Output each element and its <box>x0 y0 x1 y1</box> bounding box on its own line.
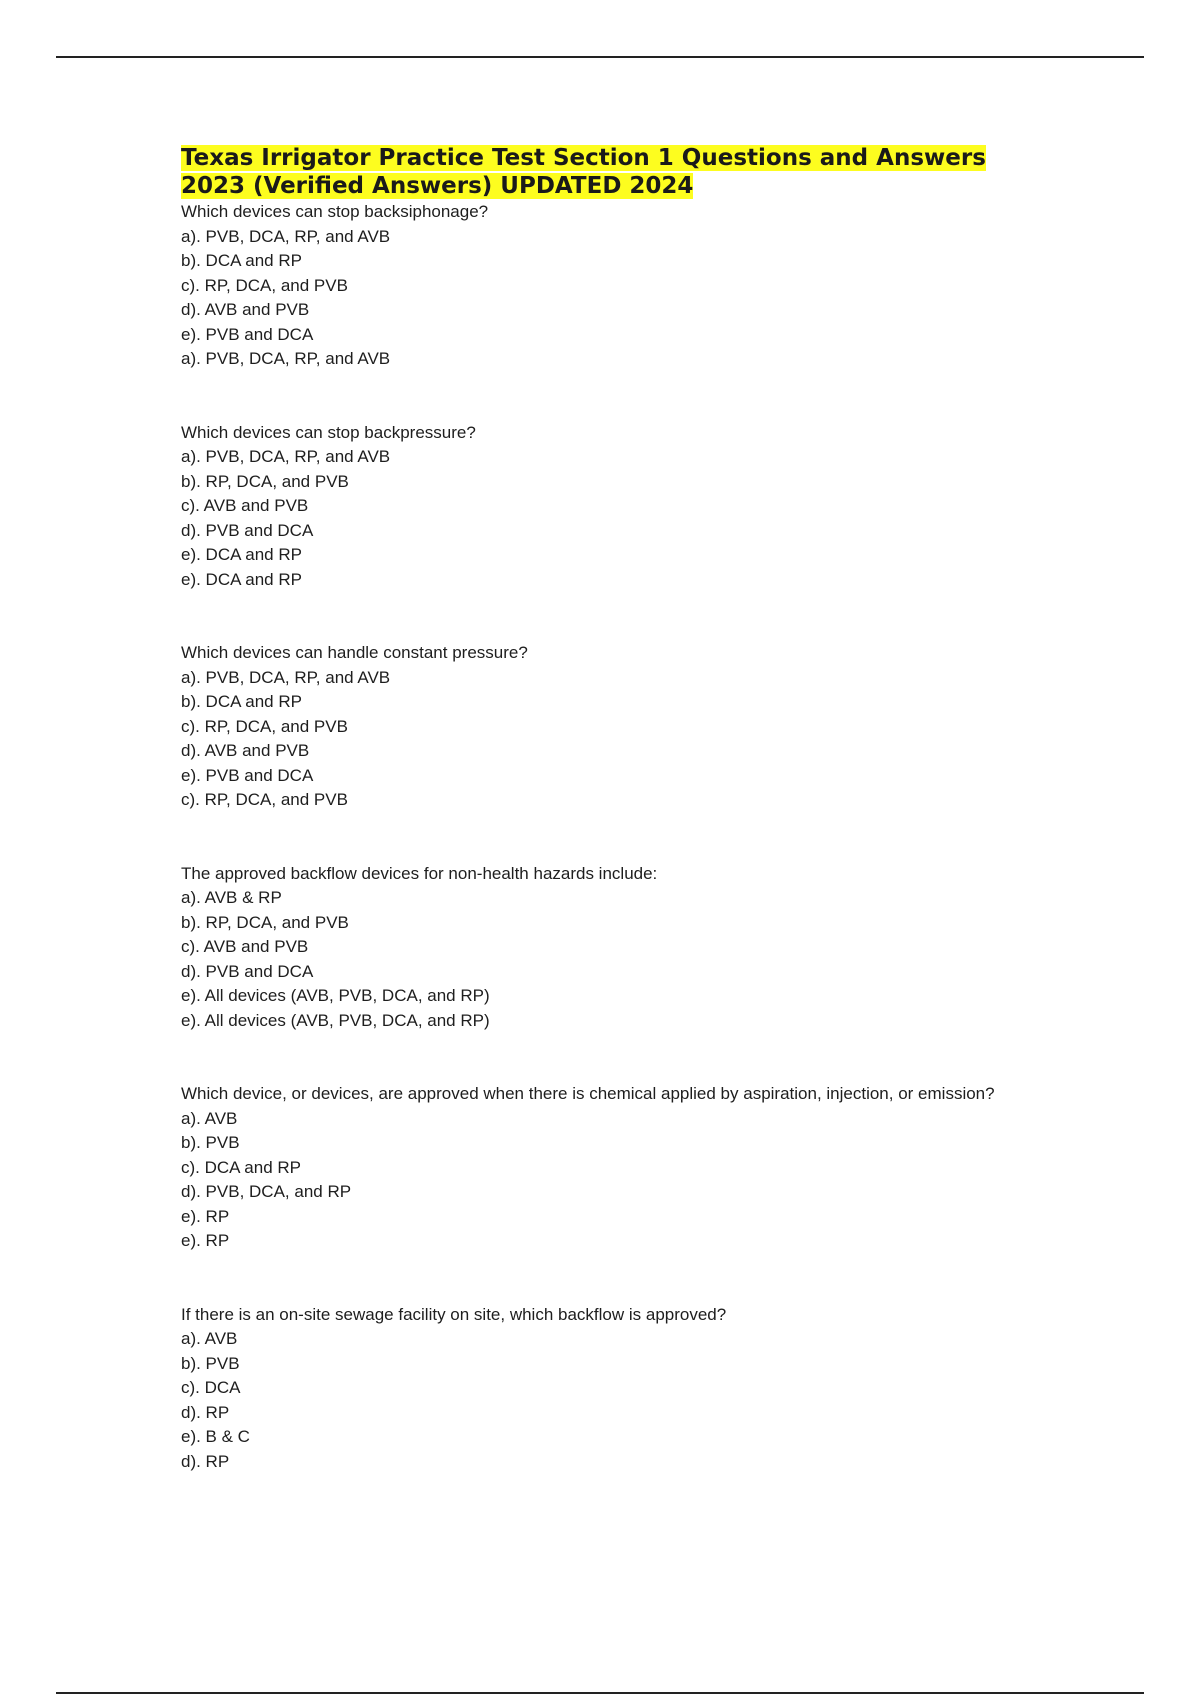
option-e: e). B & C <box>181 1427 250 1446</box>
document-body <box>181 144 1021 1523</box>
option-a: a). PVB, DCA, RP, and AVB <box>181 667 391 687</box>
option-e: e). RP <box>181 1206 230 1226</box>
answer: a). PVB, DCA, RP, and AVB <box>181 349 391 368</box>
question-3 <box>181 641 1021 813</box>
question-1 <box>181 200 1021 372</box>
question-6 <box>181 1303 1021 1475</box>
option-c: c). RP, DCA, and PVB <box>181 716 348 736</box>
top-divider <box>56 56 1144 58</box>
option-c: c). AVB and PVB <box>181 937 309 956</box>
option-b: b). DCA and RP <box>181 251 302 270</box>
question-text: Which device, or devices, are approved when there is chemical applied by aspiration, injection, or emission? <box>181 1084 995 1103</box>
bottom-divider <box>56 1692 1144 1694</box>
answer: c). RP, DCA, and PVB <box>181 790 348 809</box>
option-a: a). PVB, DCA, RP, and AVB <box>181 226 391 246</box>
option-d: d). PVB, DCA, and RP <box>181 1182 352 1201</box>
option-d: d). PVB and DCA <box>181 520 314 540</box>
document-title <box>181 144 1021 200</box>
document-title-text: Texas Irrigator Practice Test Section 1 Questions and Answers 2023 (Verified Answers) UPDATED 2024 <box>181 145 986 199</box>
option-d: d). RP <box>181 1402 230 1422</box>
question-list <box>181 200 1021 1474</box>
option-d: d). AVB and PVB <box>181 741 310 760</box>
answer: e). All devices (AVB, PVB, DCA, and RP) <box>181 1010 490 1030</box>
answer: e). RP <box>181 1231 230 1250</box>
option-a: a). AVB & RP <box>181 888 282 907</box>
option-e: e). PVB and DCA <box>181 765 314 785</box>
option-a: a). AVB <box>181 1329 238 1348</box>
option-a: a). AVB <box>181 1108 238 1128</box>
option-c: c). RP, DCA, and PVB <box>181 275 348 295</box>
question-text: The approved backflow devices for non-health hazards include: <box>181 863 658 883</box>
option-c: c). DCA <box>181 1378 241 1397</box>
question-5 <box>181 1082 1021 1254</box>
question-text: Which devices can handle constant pressure? <box>181 643 528 662</box>
question-2 <box>181 421 1021 593</box>
option-b: b). PVB <box>181 1133 240 1152</box>
option-e: e). All devices (AVB, PVB, DCA, and RP) <box>181 986 490 1005</box>
option-b: b). RP, DCA, and PVB <box>181 912 349 932</box>
option-c: c). AVB and PVB <box>181 496 309 515</box>
option-c: c). DCA and RP <box>181 1157 301 1177</box>
option-d: d). PVB and DCA <box>181 961 314 981</box>
question-4 <box>181 862 1021 1034</box>
answer: d). RP <box>181 1451 230 1471</box>
option-d: d). AVB and PVB <box>181 300 310 319</box>
option-a: a). PVB, DCA, RP, and AVB <box>181 447 391 466</box>
question-text: Which devices can stop backsiphonage? <box>181 202 489 221</box>
answer: e). DCA and RP <box>181 569 302 589</box>
option-b: b). PVB <box>181 1353 240 1373</box>
option-b: b). DCA and RP <box>181 692 302 711</box>
question-text: If there is an on-site sewage facility on site, which backflow is approved? <box>181 1304 727 1324</box>
option-b: b). RP, DCA, and PVB <box>181 471 349 491</box>
option-e: e). DCA and RP <box>181 545 302 564</box>
question-text: Which devices can stop backpressure? <box>181 422 476 442</box>
option-e: e). PVB and DCA <box>181 324 314 344</box>
